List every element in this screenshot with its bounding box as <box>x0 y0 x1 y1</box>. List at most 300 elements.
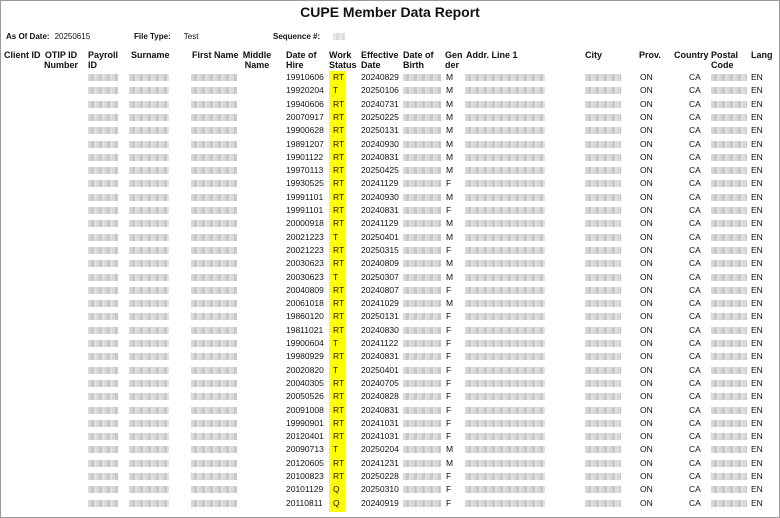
date-of-hire-cell: 20040809 <box>286 284 324 295</box>
date-of-hire-cell: 20030623 <box>286 271 324 282</box>
surname-redacted <box>129 194 169 201</box>
postal-code-redacted <box>711 154 747 161</box>
addr-line-1-redacted <box>465 446 545 453</box>
birth-date-redacted <box>403 167 441 174</box>
effective-date-cell: 20240919 <box>361 497 399 508</box>
date-of-hire-cell: 19901122 <box>286 151 324 162</box>
work-status-cell: RT <box>333 324 345 335</box>
payroll-id-redacted <box>88 74 118 81</box>
surname-redacted <box>129 486 169 493</box>
birth-date-redacted <box>403 340 441 347</box>
file-type <box>134 32 198 41</box>
gender-cell: F <box>446 417 452 428</box>
gender-cell: F <box>446 311 452 322</box>
prov-cell: ON <box>640 98 653 109</box>
addr-line-1-redacted <box>465 367 545 374</box>
postal-code-redacted <box>711 234 747 241</box>
work-status-cell: T <box>333 85 339 96</box>
first-name-redacted <box>191 446 237 453</box>
first-name-redacted <box>191 234 237 241</box>
first-name-redacted <box>191 460 237 467</box>
city-redacted <box>585 234 621 241</box>
addr-line-1-redacted <box>465 340 545 347</box>
birth-date-redacted <box>403 287 441 294</box>
prov-cell: ON <box>640 111 653 122</box>
first-name-redacted <box>191 274 237 281</box>
effective-date-cell: 20240809 <box>361 258 399 269</box>
surname-redacted <box>129 460 169 467</box>
addr-line-1-redacted <box>465 127 545 134</box>
table-row <box>0 484 780 495</box>
city-redacted <box>585 167 621 174</box>
effective-date-cell: 20240705 <box>361 377 399 388</box>
surname-redacted <box>129 500 169 507</box>
birth-date-redacted <box>403 127 441 134</box>
effective-date-cell: 20240930 <box>361 138 399 149</box>
lang-cell: EN <box>751 138 763 149</box>
addr-line-1-redacted <box>465 486 545 493</box>
first-name-redacted <box>191 114 237 121</box>
lang-cell: EN <box>751 404 763 415</box>
country-cell: CA <box>689 138 701 149</box>
first-name-redacted <box>191 500 237 507</box>
payroll-id-redacted <box>88 313 118 320</box>
addr-line-1-redacted <box>465 234 545 241</box>
lang-cell: EN <box>751 191 763 202</box>
city-redacted <box>585 500 621 507</box>
birth-date-redacted <box>403 300 441 307</box>
country-cell: CA <box>689 417 701 428</box>
birth-date-redacted <box>403 260 441 267</box>
effective-date-cell: 20240831 <box>361 151 399 162</box>
payroll-id-redacted <box>88 473 118 480</box>
gender-cell: F <box>446 244 452 255</box>
first-name-redacted <box>191 313 237 320</box>
header-effective-date: Effective Date <box>361 50 399 70</box>
surname-redacted <box>129 340 169 347</box>
postal-code-redacted <box>711 500 747 507</box>
prov-cell: ON <box>640 471 653 481</box>
postal-code-redacted <box>711 420 747 427</box>
effective-date-cell: 20250131 <box>361 125 399 136</box>
addr-line-1-redacted <box>465 274 545 281</box>
postal-code-redacted <box>711 446 747 453</box>
date-of-hire-cell: 20050526 <box>286 391 324 402</box>
first-name-redacted <box>191 300 237 307</box>
country-cell: CA <box>689 311 701 322</box>
surname-redacted <box>129 74 169 81</box>
first-name-redacted <box>191 87 237 94</box>
prov-cell: ON <box>640 205 653 215</box>
addr-line-1-redacted <box>465 87 545 94</box>
surname-redacted <box>129 167 169 174</box>
date-of-hire-cell: 20100823 <box>286 471 324 481</box>
first-name-redacted <box>191 433 237 440</box>
birth-date-redacted <box>403 380 441 387</box>
effective-date-cell: 20250225 <box>361 111 399 122</box>
gender-cell: F <box>446 377 452 388</box>
city-redacted <box>585 127 621 134</box>
effective-date-cell: 20240930 <box>361 191 399 202</box>
lang-cell: EN <box>751 271 763 282</box>
lang-cell: EN <box>751 364 763 375</box>
birth-date-redacted <box>403 234 441 241</box>
addr-line-1-redacted <box>465 380 545 387</box>
country-cell: CA <box>689 444 701 455</box>
table-row <box>0 498 780 509</box>
effective-date-cell: 20250307 <box>361 271 399 282</box>
payroll-id-redacted <box>88 127 118 134</box>
country-cell: CA <box>689 165 701 176</box>
header-first-name: First Name <box>192 50 239 60</box>
prov-cell: ON <box>640 85 653 96</box>
birth-date-redacted <box>403 327 441 334</box>
surname-redacted <box>129 446 169 453</box>
work-status-cell: T <box>333 338 339 348</box>
work-status-cell: RT <box>333 417 345 428</box>
header-addr-line-1: Addr. Line 1 <box>466 50 518 60</box>
prov-cell: ON <box>640 165 653 176</box>
addr-line-1-redacted <box>465 74 545 81</box>
country-cell: CA <box>689 85 701 96</box>
header-city: City <box>585 50 603 60</box>
lang-cell: EN <box>751 457 763 468</box>
lang-cell: EN <box>751 391 763 402</box>
header-country: Country <box>674 50 709 60</box>
surname-redacted <box>129 327 169 334</box>
table-row <box>0 152 780 163</box>
date-of-hire-cell: 19970113 <box>286 165 324 176</box>
effective-date-cell: 20250401 <box>361 231 399 242</box>
table-row <box>0 99 780 110</box>
gender-cell: M <box>446 165 454 176</box>
city-redacted <box>585 207 621 214</box>
header-date-of-hire: Date of Hire <box>286 50 317 70</box>
country-cell: CA <box>689 351 701 362</box>
payroll-id-redacted <box>88 353 118 360</box>
addr-line-1-redacted <box>465 433 545 440</box>
payroll-id-redacted <box>88 407 118 414</box>
date-of-hire-cell: 20040305 <box>286 377 324 388</box>
prov-cell: ON <box>640 457 653 468</box>
first-name-redacted <box>191 260 237 267</box>
effective-date-cell: 20240830 <box>361 324 399 335</box>
first-name-redacted <box>191 353 237 360</box>
surname-redacted <box>129 367 169 374</box>
lang-cell: EN <box>751 258 763 269</box>
postal-code-redacted <box>711 87 747 94</box>
lang-cell: EN <box>751 471 763 481</box>
as-of-date-value: 20250615 <box>54 32 91 41</box>
country-cell: CA <box>689 218 701 229</box>
payroll-id-redacted <box>88 234 118 241</box>
gender-cell: F <box>446 484 452 495</box>
payroll-id-redacted <box>88 460 118 467</box>
table-row <box>0 218 780 229</box>
payroll-id-redacted <box>88 167 118 174</box>
surname-redacted <box>129 234 169 241</box>
gender-cell: M <box>446 271 454 282</box>
gender-cell: M <box>446 111 454 122</box>
prov-cell: ON <box>640 231 653 242</box>
city-redacted <box>585 87 621 94</box>
country-cell: CA <box>689 231 701 242</box>
table-row <box>0 458 780 469</box>
effective-date-cell: 20241029 <box>361 298 399 309</box>
prov-cell: ON <box>640 431 653 442</box>
work-status-cell: RT <box>333 457 345 468</box>
postal-code-redacted <box>711 194 747 201</box>
city-redacted <box>585 260 621 267</box>
country-cell: CA <box>689 244 701 255</box>
birth-date-redacted <box>403 486 441 493</box>
effective-date-cell: 20250204 <box>361 444 399 455</box>
lang-cell: EN <box>751 444 763 455</box>
first-name-redacted <box>191 167 237 174</box>
addr-line-1-redacted <box>465 260 545 267</box>
gender-cell: M <box>446 98 454 109</box>
surname-redacted <box>129 473 169 480</box>
lang-cell: EN <box>751 151 763 162</box>
work-status-cell: RT <box>333 191 345 202</box>
effective-date-cell: 20250310 <box>361 484 399 495</box>
table-row <box>0 351 780 362</box>
postal-code-redacted <box>711 74 747 81</box>
postal-code-redacted <box>711 407 747 414</box>
payroll-id-redacted <box>88 433 118 440</box>
birth-date-redacted <box>403 393 441 400</box>
surname-redacted <box>129 220 169 227</box>
first-name-redacted <box>191 420 237 427</box>
work-status-cell: RT <box>333 377 345 388</box>
addr-line-1-redacted <box>465 407 545 414</box>
effective-date-cell: 20240828 <box>361 391 399 402</box>
first-name-redacted <box>191 247 237 254</box>
gender-cell: F <box>446 205 452 215</box>
table-row <box>0 444 780 455</box>
lang-cell: EN <box>751 125 763 136</box>
surname-redacted <box>129 260 169 267</box>
surname-redacted <box>129 287 169 294</box>
date-of-hire-cell: 19991101 <box>286 191 324 202</box>
lang-cell: EN <box>751 111 763 122</box>
payroll-id-redacted <box>88 367 118 374</box>
prov-cell: ON <box>640 338 653 348</box>
city-redacted <box>585 460 621 467</box>
prov-cell: ON <box>640 138 653 149</box>
date-of-hire-cell: 19920204 <box>286 85 324 96</box>
gender-cell: M <box>446 85 454 96</box>
work-status-cell: RT <box>333 244 345 255</box>
work-status-cell: T <box>333 364 339 375</box>
surname-redacted <box>129 141 169 148</box>
surname-redacted <box>129 313 169 320</box>
prov-cell: ON <box>640 191 653 202</box>
date-of-hire-cell: 20020820 <box>286 364 324 375</box>
first-name-redacted <box>191 194 237 201</box>
work-status-cell: RT <box>333 125 345 136</box>
postal-code-redacted <box>711 167 747 174</box>
header-otip-id: OTIP ID Number <box>43 50 78 70</box>
prov-cell: ON <box>640 484 653 495</box>
addr-line-1-redacted <box>465 287 545 294</box>
postal-code-redacted <box>711 220 747 227</box>
effective-date-cell: 20250425 <box>361 165 399 176</box>
birth-date-redacted <box>403 313 441 320</box>
country-cell: CA <box>689 338 701 348</box>
birth-date-redacted <box>403 446 441 453</box>
work-status-cell: RT <box>333 431 345 442</box>
country-cell: CA <box>689 431 701 442</box>
effective-date-cell: 20250228 <box>361 471 399 481</box>
sequence-redacted <box>333 33 345 40</box>
postal-code-redacted <box>711 287 747 294</box>
date-of-hire-cell: 19980929 <box>286 351 324 362</box>
work-status-cell: RT <box>333 404 345 415</box>
payroll-id-redacted <box>88 154 118 161</box>
city-redacted <box>585 433 621 440</box>
work-status-cell: RT <box>333 391 345 402</box>
gender-cell: F <box>446 431 452 442</box>
country-cell: CA <box>689 497 701 508</box>
date-of-hire-cell: 20101129 <box>286 484 324 495</box>
country-cell: CA <box>689 125 701 136</box>
city-redacted <box>585 154 621 161</box>
first-name-redacted <box>191 393 237 400</box>
country-cell: CA <box>689 457 701 468</box>
gender-cell: M <box>446 151 454 162</box>
work-status-cell: RT <box>333 138 345 149</box>
city-redacted <box>585 180 621 187</box>
header-lang: Lang <box>751 50 773 60</box>
lang-cell: EN <box>751 85 763 96</box>
lang-cell: EN <box>751 98 763 109</box>
table-row <box>0 418 780 429</box>
gender-cell: M <box>446 444 454 455</box>
surname-redacted <box>129 420 169 427</box>
surname-redacted <box>129 300 169 307</box>
city-redacted <box>585 114 621 121</box>
work-status-cell: RT <box>333 165 345 176</box>
payroll-id-redacted <box>88 340 118 347</box>
date-of-hire-cell: 20120401 <box>286 431 324 442</box>
table-row <box>0 165 780 176</box>
date-of-hire-cell: 20021223 <box>286 244 324 255</box>
header-payroll-id: Payroll ID <box>88 50 119 70</box>
lang-cell: EN <box>751 417 763 428</box>
addr-line-1-redacted <box>465 313 545 320</box>
work-status-cell: Q <box>333 497 340 508</box>
birth-date-redacted <box>403 74 441 81</box>
birth-date-redacted <box>403 460 441 467</box>
as-of-date <box>6 32 90 41</box>
birth-date-redacted <box>403 353 441 360</box>
payroll-id-redacted <box>88 327 118 334</box>
effective-date-cell: 20241231 <box>361 457 399 468</box>
surname-redacted <box>129 353 169 360</box>
effective-date-cell: 20250106 <box>361 85 399 96</box>
effective-date-cell: 20241031 <box>361 417 399 428</box>
gender-cell: F <box>446 364 452 375</box>
table-row <box>0 365 780 376</box>
gender-cell: F <box>446 471 452 481</box>
first-name-redacted <box>191 207 237 214</box>
table-row <box>0 391 780 402</box>
prov-cell: ON <box>640 271 653 282</box>
prov-cell: ON <box>640 364 653 375</box>
first-name-redacted <box>191 101 237 108</box>
date-of-hire-cell: 19891207 <box>286 138 324 149</box>
surname-redacted <box>129 114 169 121</box>
postal-code-redacted <box>711 101 747 108</box>
work-status-cell: T <box>333 444 339 455</box>
prov-cell: ON <box>640 444 653 455</box>
payroll-id-redacted <box>88 300 118 307</box>
prov-cell: ON <box>640 391 653 402</box>
city-redacted <box>585 101 621 108</box>
country-cell: CA <box>689 151 701 162</box>
surname-redacted <box>129 380 169 387</box>
gender-cell: M <box>446 125 454 136</box>
birth-date-redacted <box>403 194 441 201</box>
date-of-hire-cell: 20070917 <box>286 111 324 122</box>
prov-cell: ON <box>640 244 653 255</box>
addr-line-1-redacted <box>465 101 545 108</box>
date-of-hire-cell: 19990901 <box>286 417 324 428</box>
country-cell: CA <box>689 484 701 495</box>
gender-cell: M <box>446 72 454 82</box>
birth-date-redacted <box>403 274 441 281</box>
table-row <box>0 139 780 150</box>
first-name-redacted <box>191 327 237 334</box>
file-type-label: File Type: <box>134 32 171 41</box>
table-row <box>0 85 780 96</box>
birth-date-redacted <box>403 420 441 427</box>
prov-cell: ON <box>640 151 653 162</box>
birth-date-redacted <box>403 207 441 214</box>
payroll-id-redacted <box>88 207 118 214</box>
gender-cell: M <box>446 258 454 269</box>
payroll-id-redacted <box>88 393 118 400</box>
date-of-hire-cell: 19930525 <box>286 178 324 189</box>
addr-line-1-redacted <box>465 393 545 400</box>
country-cell: CA <box>689 471 701 481</box>
gender-cell: F <box>446 391 452 402</box>
country-cell: CA <box>689 404 701 415</box>
effective-date-cell: 20250401 <box>361 364 399 375</box>
table-row <box>0 112 780 123</box>
prov-cell: ON <box>640 125 653 136</box>
work-status-cell: T <box>333 231 339 242</box>
payroll-id-redacted <box>88 141 118 148</box>
gender-cell: F <box>446 324 452 335</box>
first-name-redacted <box>191 74 237 81</box>
effective-date-cell: 20240829 <box>361 72 399 82</box>
effective-date-cell: 20240831 <box>361 205 399 215</box>
work-status-cell: RT <box>333 151 345 162</box>
date-of-hire-cell: 19860120 <box>286 311 324 322</box>
postal-code-redacted <box>711 353 747 360</box>
table-row <box>0 245 780 256</box>
work-status-cell: RT <box>333 72 345 82</box>
first-name-redacted <box>191 154 237 161</box>
prov-cell: ON <box>640 324 653 335</box>
city-redacted <box>585 446 621 453</box>
date-of-hire-cell: 20110811 <box>286 497 323 508</box>
first-name-redacted <box>191 340 237 347</box>
addr-line-1-redacted <box>465 353 545 360</box>
addr-line-1-redacted <box>465 460 545 467</box>
